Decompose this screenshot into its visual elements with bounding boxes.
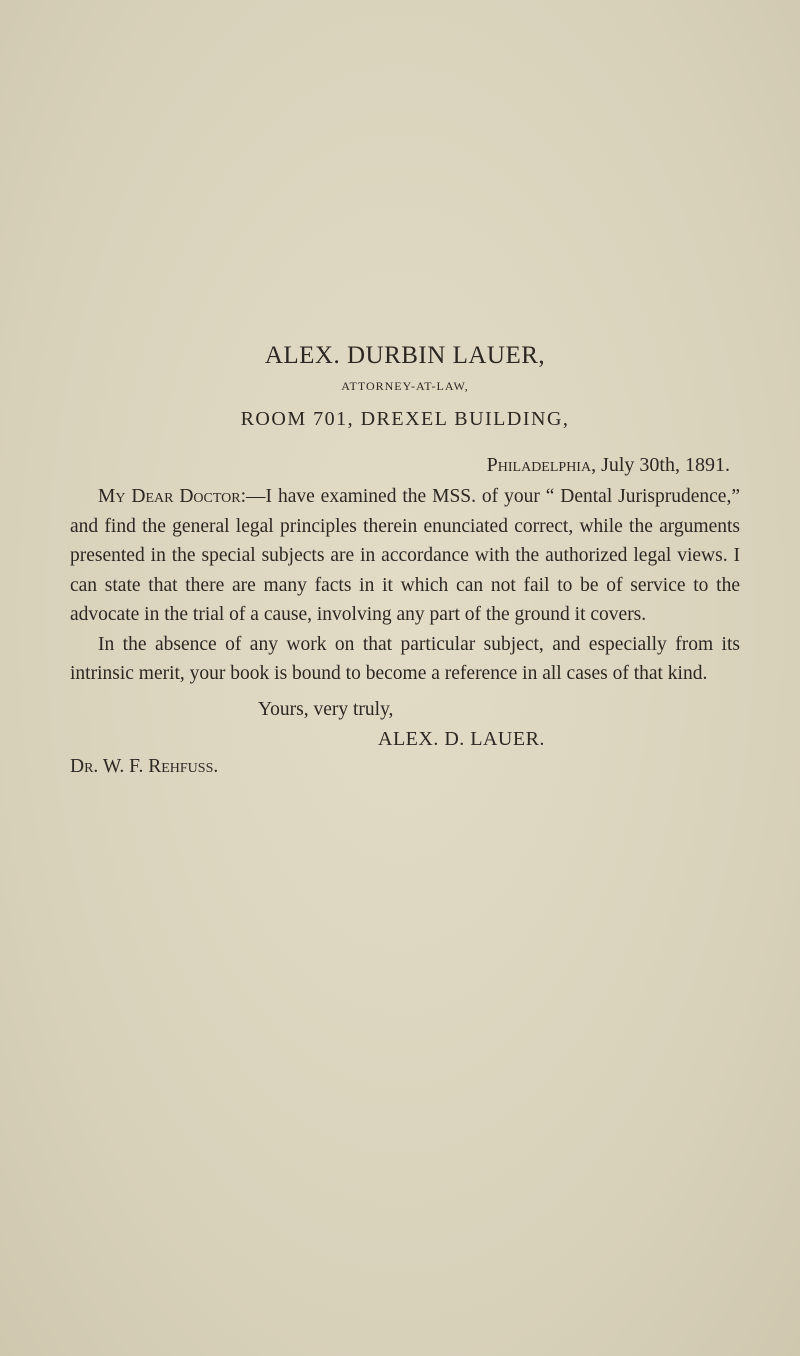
letter-paragraph-1	[70, 482, 740, 630]
letter	[70, 340, 740, 780]
recipient: Dr. W. F. Rehfuss.	[70, 755, 219, 777]
closing: Yours, very truly,	[258, 698, 394, 720]
paragraph-1-text: —I have examined the MSS. of your “ Dental Jurisprudence,” and find the general legal principles therein enunciated correct, while the arguments presented in the special subjects are in accordance with the authorized legal views. I can state that there are many facts in it which can not fail to be of service to the advocate in the trial of a cause, involving any part of the ground it covers.	[70, 486, 740, 625]
signature: ALEX. D. LAUER.	[378, 727, 545, 750]
salutation: My Dear Doctor:	[98, 486, 247, 507]
letterhead	[70, 340, 740, 432]
dateline-date: July 30th, 1891.	[601, 454, 730, 476]
letter-paragraph-2: In the absence of any work on that particular subject, and especially from its intrinsic merit, your book is bound to become a reference in all cases of that kind.	[70, 633, 740, 684]
dateline-city: Philadelphia,	[486, 454, 597, 476]
letterhead-name: ALEX. DURBIN LAUER,	[264, 342, 546, 369]
letterhead-title: ATTORNEY-AT-LAW,	[341, 379, 469, 393]
letterhead-address: ROOM 701, DREXEL BUILDING,	[240, 408, 570, 430]
dateline	[70, 452, 730, 478]
